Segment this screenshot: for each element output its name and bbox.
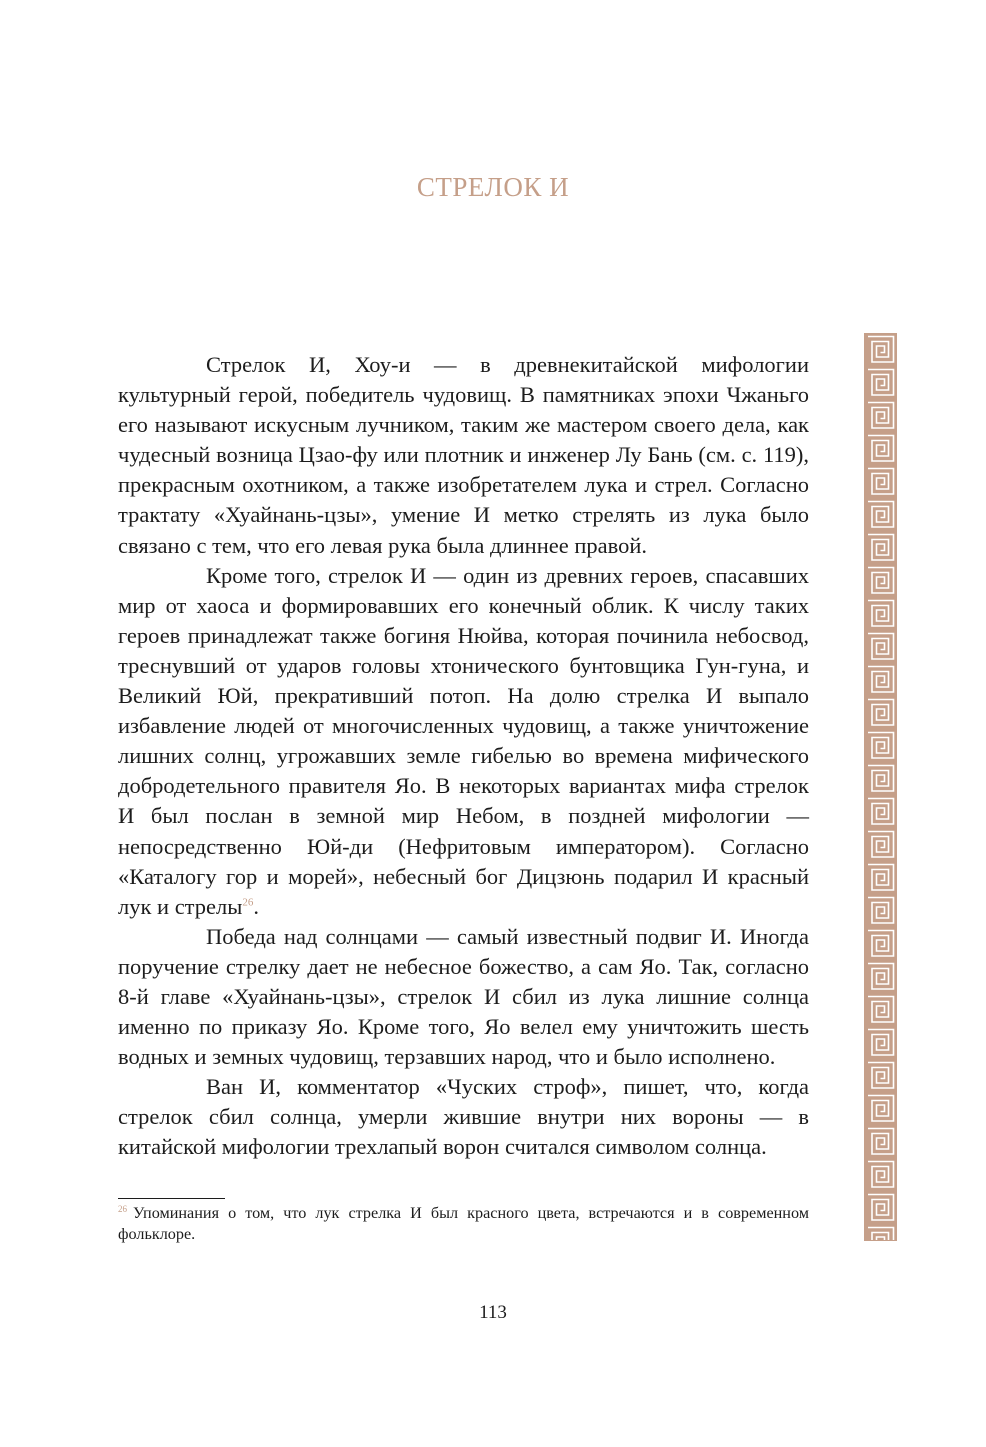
footnote-number: 26 <box>118 1203 127 1214</box>
footnote-reference[interactable]: 26 <box>242 896 254 909</box>
footnote <box>118 1203 809 1245</box>
page-title: СТРЕЛОК И <box>416 172 570 202</box>
paragraph-1: Стрелок И, Хоу-и — в древнекитайской мифологии культурный герой, победитель чудовищ. В памятниках эпохи Чжаньго его называют искусным лучником, таким же мастером своего дела, как чудесный возница Цзао-фу или плотник и инженер Лу Бань (см. с. 119), прекрасным охотником, а также изобретателем лука и стрел. Согласно трактату «Хуайнань-цзы», умение И метко стрелять из лука было связано с тем, что его левая рука была длиннее правой. <box>118 352 809 558</box>
paragraph-3: Победа над солнцами — самый известный подвиг И. Иногда поручение стрелку дает не небесное божество, а сам Яо. Так, согласно 8-й главе «Хуайнань-цзы», стрелок И сбил из лука лишние солнца именно по приказу Яо. Кроме того, Яо велел ему уничтожить шесть водных и земных чудовищ, терзавших народ, что и было исполнено. <box>118 923 809 1070</box>
page-number: 113 <box>479 1302 507 1323</box>
paragraph-4: Ван И, комментатор «Чуских строф», пишет, что, когда стрелок сбил солнца, умерли жившие внутри них вороны — в китайской мифологии трехлапый ворон считался символом солнца. <box>118 1074 809 1160</box>
paragraph-2-end: . <box>253 893 260 919</box>
paragraph-2 <box>118 561 809 922</box>
footnote-divider <box>118 1198 225 1199</box>
paragraph-2-text: Кроме того, стрелок И — один из древних героев, спасавших мир от хаоса и формировавших его конечный облик. К числу таких героев принадлежат также богиня Нюйва, которая починила небосвод, треснувший от ударов головы хтонического бунтовщика Гун-гуна, и Великий Юй, прекративший потоп. На долю стрелка И выпало избавление людей от многочисленных чудовищ, а также уничтожение лишних солнц, угрожавших земле гибелью во времена мифического добродетельного правителя Яо. В некоторых вариантах мифа стрелок И был послан в земной мир Небом, в поздней мифологии — непосредственно Юй-ди (Нефритовым императором). Согласно «Каталогу гор и морей», небесный бог Дицзюнь подарил И красный лук и стрелы <box>118 562 809 919</box>
meander-border-decoration <box>864 333 897 1241</box>
body-text <box>118 350 809 1163</box>
footnote-text: Упоминания о том, что лук стрелка И был красного цвета, встречаются и в современном фольклоре. <box>118 1204 809 1243</box>
